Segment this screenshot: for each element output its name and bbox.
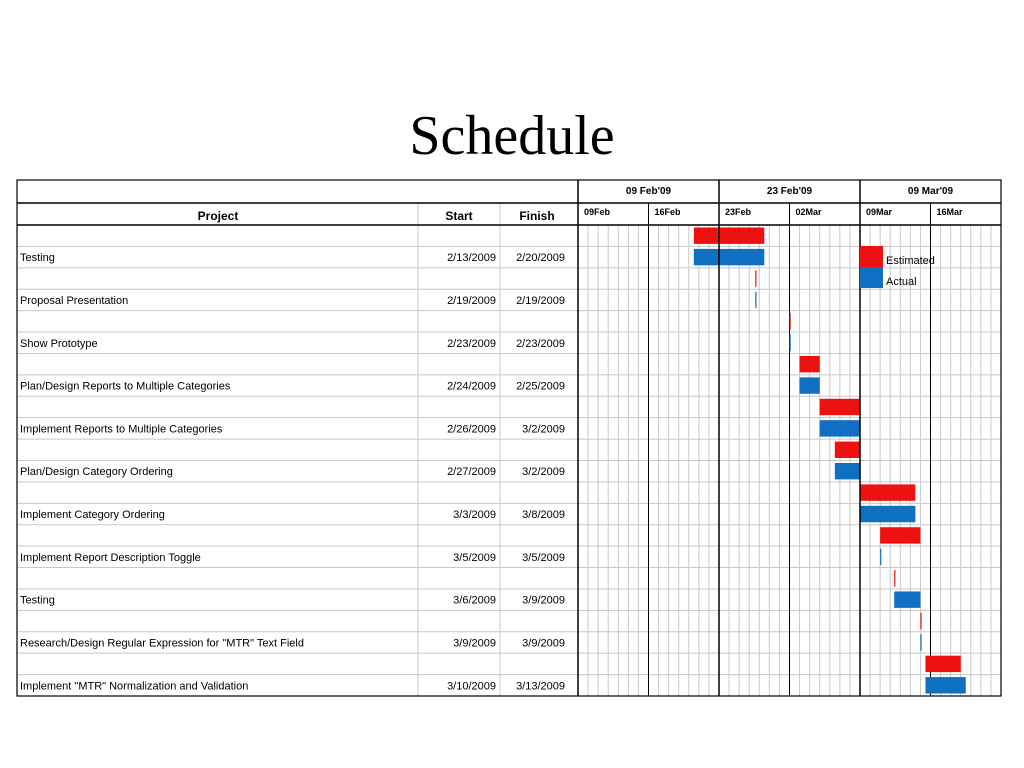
actual-bar (694, 249, 765, 265)
timeline-week-label: 02Mar (795, 207, 822, 217)
actual-bar (925, 677, 965, 693)
task-start: 3/5/2009 (453, 551, 496, 564)
legend-estimated-swatch (860, 246, 883, 267)
timeline-week-label: 09Feb (584, 207, 611, 217)
table-borders (17, 180, 1001, 696)
legend-actual-swatch (860, 267, 883, 288)
actual-bar (800, 377, 820, 393)
estimated-bar (755, 270, 756, 286)
task-start: 2/13/2009 (447, 252, 496, 265)
estimated-bar (860, 484, 915, 500)
estimated-bar (880, 527, 920, 543)
task-name: Plan/Design Reports to Multiple Categories (20, 380, 231, 393)
task-finish: 3/8/2009 (522, 509, 565, 522)
task-start: 3/3/2009 (453, 509, 496, 522)
actual-bar (820, 420, 860, 436)
task-name: Implement Category Ordering (20, 509, 165, 522)
legend-actual-label: Actual (886, 276, 917, 288)
column-header-start: Start (445, 209, 473, 223)
task-start: 2/24/2009 (447, 380, 496, 393)
actual-bar (835, 463, 860, 479)
legend-estimated-label: Estimated (886, 255, 935, 267)
task-name: Research/Design Regular Expression for "MTR" Text Field (20, 637, 304, 650)
timeline-week-label: 23Feb (725, 207, 752, 217)
estimated-bar (835, 442, 860, 458)
task-finish: 3/9/2009 (522, 637, 565, 650)
timeline-week-label: 16Mar (936, 207, 963, 217)
task-finish: 2/23/2009 (516, 337, 565, 350)
task-start: 2/19/2009 (447, 294, 496, 307)
actual-bar (880, 549, 881, 565)
column-header-project: Project (197, 209, 239, 223)
task-start: 3/9/2009 (453, 637, 496, 650)
task-name: Plan/Design Category Ordering (20, 466, 173, 479)
estimated-bar (694, 228, 765, 244)
task-finish: 3/9/2009 (522, 594, 565, 607)
task-finish: 2/20/2009 (516, 252, 565, 265)
estimated-bar (820, 399, 860, 415)
task-name: Testing (20, 594, 55, 607)
task-finish: 3/5/2009 (522, 551, 565, 564)
task-start: 2/27/2009 (447, 466, 496, 479)
task-finish: 2/25/2009 (516, 380, 565, 393)
actual-bar (790, 335, 791, 351)
task-start: 2/26/2009 (447, 423, 496, 436)
task-name: Implement Reports to Multiple Categories (20, 423, 223, 436)
slide-title: Schedule (409, 105, 615, 167)
timeline-group-label: 09 Feb'09 (625, 186, 672, 197)
task-name: Proposal Presentation (20, 294, 129, 307)
actual-bar (894, 591, 920, 607)
estimated-bar (800, 356, 820, 372)
task-finish: 3/13/2009 (516, 680, 565, 693)
task-name: Testing (20, 252, 55, 265)
column-header-finish: Finish (519, 209, 555, 223)
task-start: 3/6/2009 (453, 594, 496, 607)
task-name: Implement Report Description Toggle (20, 551, 201, 564)
actual-bar (755, 292, 756, 308)
task-start: 2/23/2009 (447, 337, 496, 350)
task-start: 3/10/2009 (447, 680, 496, 693)
timeline-week-label: 09Mar (866, 207, 893, 217)
estimated-bar (894, 570, 895, 586)
legend (860, 246, 883, 288)
estimated-bar (790, 313, 791, 329)
actual-bar (920, 634, 921, 650)
table-frame (17, 180, 1001, 696)
estimated-bar (925, 656, 960, 672)
task-finish: 2/19/2009 (516, 294, 565, 307)
task-name: Show Prototype (20, 337, 98, 350)
estimated-bar (920, 613, 921, 629)
actual-bar (860, 506, 915, 522)
task-finish: 3/2/2009 (522, 423, 565, 436)
timeline-group-label: 23 Feb'09 (766, 186, 813, 197)
timeline-week-label: 16Feb (654, 207, 681, 217)
task-finish: 3/2/2009 (522, 466, 565, 479)
timeline-group-label: 09 Mar'09 (907, 186, 954, 197)
task-name: Implement "MTR" Normalization and Validation (20, 680, 249, 693)
